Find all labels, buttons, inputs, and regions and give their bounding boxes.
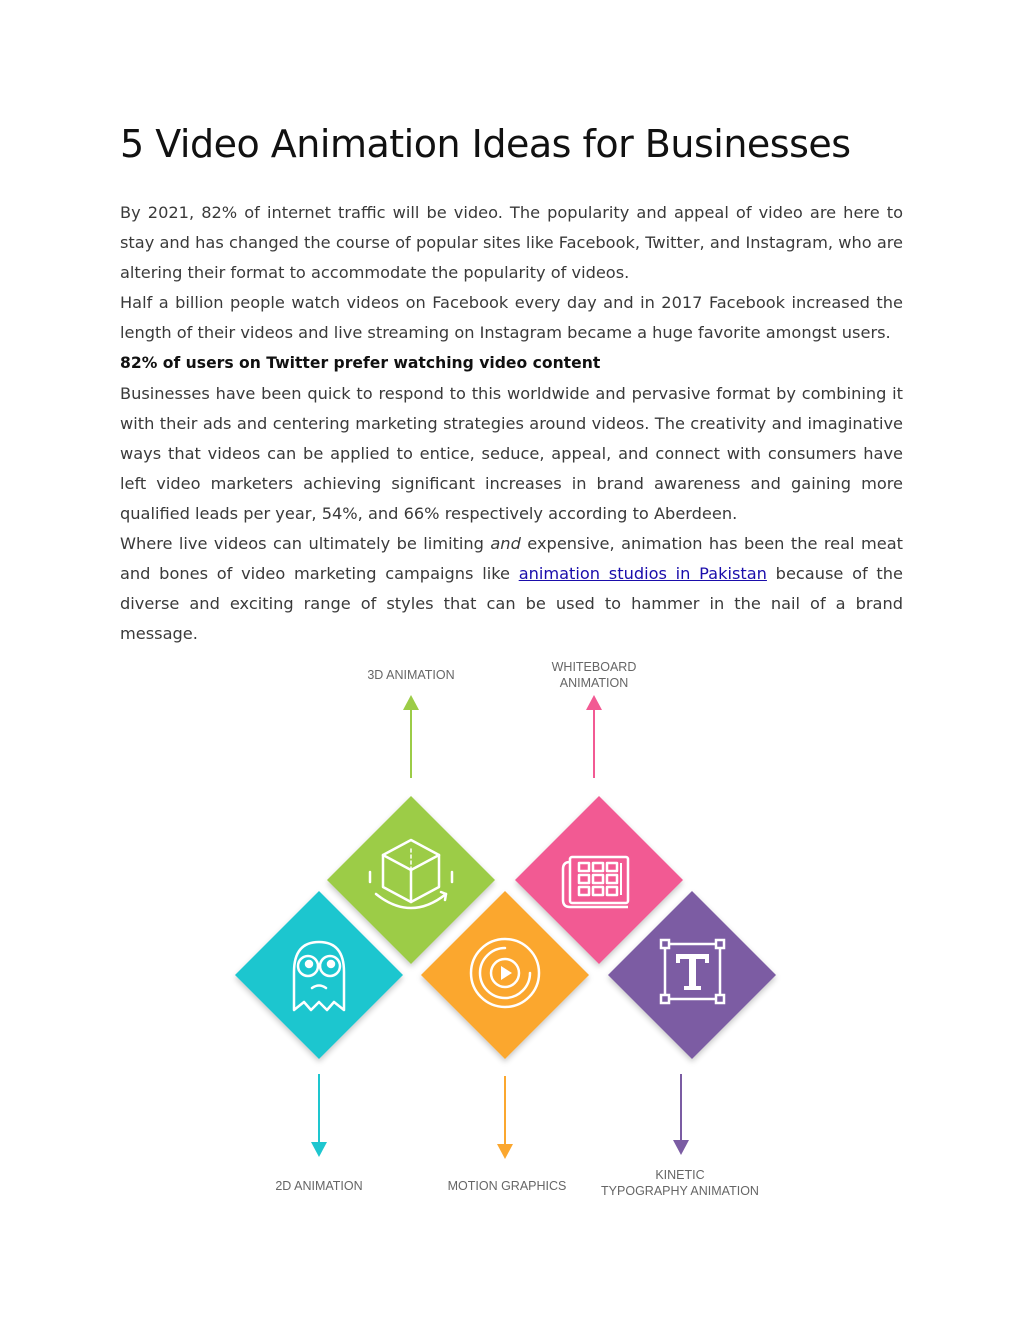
label-3d-animation: 3D ANIMATION [367,668,455,682]
arrow-whiteboard [586,695,602,778]
paragraph-facebook: Half a billion people watch videos on Facebook every day and in 2017 Facebook increased the length of their videos and live streaming on Instagram became a huge favorite amongst users. [120,293,903,343]
arrow-3d [403,695,419,778]
label-2d-animation: 2D ANIMATION [275,1179,363,1193]
label-kinetic-line1: KINETIC [655,1168,705,1182]
paragraph-animation-start: Where live videos can ultimately be limiting [120,534,491,554]
paragraph-animation-mid: expensive, animation has been the real meat and bones of video marketing campaigns like [120,534,903,584]
label-motion-graphics: MOTION GRAPHICS [447,1179,567,1193]
paragraph-traffic: By 2021, 82% of internet traffic will be video. The popularity and appeal of video are here to stay and has changed the course of popular sites like Facebook, Twitter, and Instagram, who are altering their format to accommodate the popularity of videos. [120,203,903,283]
label-kinetic-line2: TYPOGRAPHY ANIMATION [601,1184,759,1198]
play-circle-icon [471,939,539,1007]
highlight-twitter: 82% of users on Twitter prefer watching video content [120,354,601,373]
arrow-kinetic [673,1074,689,1155]
arrow-2d [311,1074,327,1157]
label-whiteboard-line1: WHITEBOARD [551,660,637,674]
paragraph-animation-italic: and [490,534,521,554]
article-body [120,198,903,649]
label-whiteboard-line2: ANIMATION [559,676,629,690]
arrow-motion [497,1076,513,1159]
animation-types-infographic [230,650,790,1210]
animation-studios-link[interactable]: animation studios in Pakistan [518,564,767,584]
paragraph-animation [120,529,903,649]
paragraph-businesses: Businesses have been quick to respond to this worldwide and pervasive format by combining it with their ads and centering marketing strategies around videos. The creativity and imaginative ways that videos can be applied to entice, seduce, appeal, and connect with consumers have left video marketers achieving significant increases in brand awareness and gaining more qualified leads per year, 54%, and 66% respectively according to Aberdeen. [120,383,903,523]
paragraph-animation-end: because of the diverse and exciting range of styles that can be used to hammer in the nail of a brand message. [120,564,903,644]
page-title: 5 Video Animation Ideas for Businesses [120,122,851,166]
